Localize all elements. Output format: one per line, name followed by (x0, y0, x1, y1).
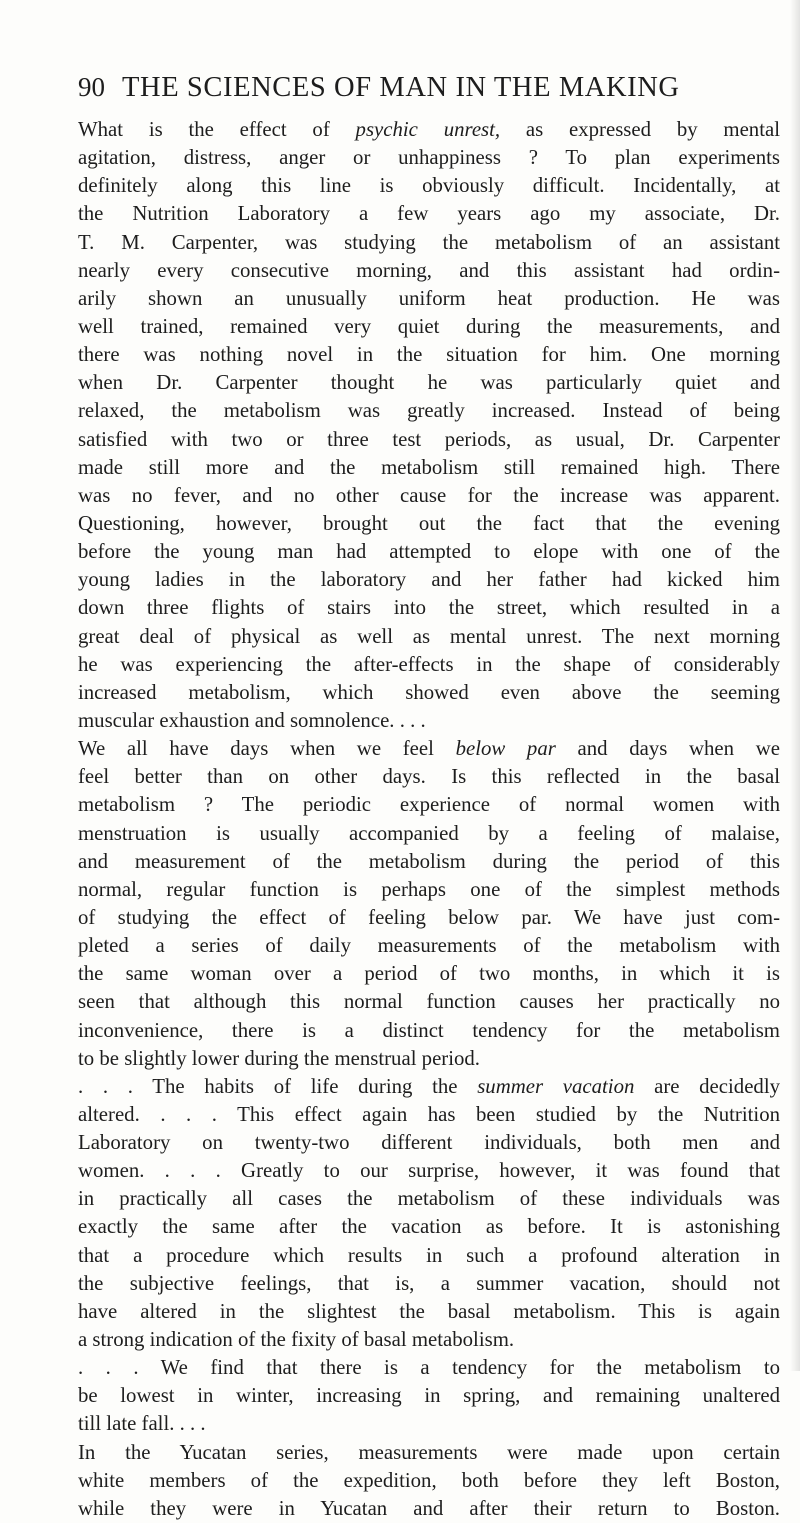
italic-phrase: summer vacation (477, 1074, 635, 1098)
text-line (78, 707, 780, 735)
text-line (78, 988, 780, 1016)
text-line (78, 876, 780, 904)
text-run: the Nutrition Laboratory a few years ago my associate, Dr. (78, 202, 780, 226)
text-line (78, 313, 780, 341)
text-run: young ladies in the laboratory and her father had kicked him (78, 568, 780, 592)
text-run: as expressed by mental (500, 118, 780, 141)
text-line (78, 1213, 780, 1241)
text-run: menstruation is usually accompanied by a feeling of malaise, (78, 821, 780, 845)
text-line (78, 1017, 780, 1045)
text-line (78, 763, 780, 791)
text-run: great deal of physical as well as mental unrest. The next morning (78, 624, 780, 648)
text-line (78, 820, 780, 848)
text-line (78, 426, 780, 454)
text-line (78, 1185, 780, 1213)
text-line (78, 1410, 780, 1438)
text-line (78, 932, 780, 960)
text-run: normal, regular function is perhaps one of the simplest methods (78, 877, 780, 901)
text-run: the same woman over a period of two months, in which it is (78, 962, 780, 986)
text-run: and measurement of the metabolism during the period of this (78, 849, 780, 873)
text-line (78, 1129, 780, 1157)
text-line (78, 116, 780, 144)
text-run: seen that although this normal function causes her practically no (78, 990, 780, 1014)
text-run: there was nothing novel in the situation for him. One morning (78, 343, 780, 367)
text-run: agitation, distress, anger or unhappiness ? To plan experiments (78, 146, 780, 170)
text-line (78, 397, 780, 425)
text-run: and days when we (555, 737, 780, 761)
text-run: was no fever, and no other cause for the increase was apparent. (78, 483, 780, 507)
text-line (78, 1045, 780, 1073)
text-run: T. M. Carpenter, was studying the metabolism of an assistant (78, 230, 780, 254)
text-run: What is the effect of (78, 118, 356, 141)
text-line (78, 735, 780, 763)
text-run: have altered in the slightest the basal metabolism. This is again (78, 1299, 780, 1323)
text-run: satisfied with two or three test periods, as usual, Dr. Carpenter (78, 427, 780, 451)
running-title: THE SCIENCES OF MAN IN THE MAKING (122, 72, 680, 103)
text-run: be lowest in winter, increasing in spring, and remaining unaltered (78, 1384, 780, 1408)
text-line (78, 510, 780, 538)
text-line (78, 200, 780, 228)
text-line (78, 1298, 780, 1326)
text-line (78, 1382, 780, 1410)
text-run: muscular exhaustion and somnolence. . . . (78, 708, 426, 732)
text-run: he was experiencing the after-effects in the shape of considerably (78, 652, 780, 676)
text-line (78, 1270, 780, 1298)
text-run: nearly every consecutive morning, and this assistant had ordin- (78, 258, 780, 282)
text-run: of studying the effect of feeling below par. We have just com- (78, 905, 780, 929)
text-run: We all have days when we feel (78, 737, 456, 761)
text-line (78, 791, 780, 819)
text-run: altered. . . . This effect again has been studied by the Nutrition (78, 1102, 780, 1126)
text-run: . . . The habits of life during the (78, 1074, 478, 1098)
text-run: to be slightly lower during the menstrual period. (78, 1046, 480, 1070)
text-line (78, 1101, 780, 1129)
text-line (78, 848, 780, 876)
text-run: that a procedure which results in such a profound alteration in (78, 1243, 780, 1267)
text-run: increased metabolism, which showed even above the seeming (78, 680, 780, 704)
text-run: metabolism ? The periodic experience of normal women with (78, 793, 780, 817)
page-edge-shadow (790, 0, 800, 1371)
text-line (78, 1354, 780, 1382)
text-run: exactly the same after the vacation as before. It is astonishing (78, 1215, 780, 1239)
text-line (78, 538, 780, 566)
text-run: arily shown an unusually uniform heat production. He was (78, 286, 780, 310)
text-run: Laboratory on twenty-two different individuals, both men and (78, 1131, 780, 1155)
text-line (78, 172, 780, 200)
italic-phrase: psychic unrest, (355, 118, 501, 141)
body-text (78, 116, 780, 1523)
text-line (78, 960, 780, 988)
text-line (78, 1157, 780, 1185)
text-run: down three flights of stairs into the street, which resulted in a (78, 596, 780, 620)
text-line (78, 1439, 780, 1467)
text-run: made still more and the metabolism still remained high. There (78, 455, 780, 479)
text-run: till late fall. . . . (78, 1412, 206, 1436)
text-run: relaxed, the metabolism was greatly increased. Instead of being (78, 399, 780, 423)
text-run: before the young man had attempted to elope with one of the (78, 540, 780, 564)
text-line (78, 229, 780, 257)
text-line (78, 566, 780, 594)
text-run: Questioning, however, brought out the fact that the evening (78, 511, 780, 535)
text-run: a strong indication of the fixity of basal metabolism. (78, 1328, 515, 1352)
text-run: in practically all cases the metabolism of these individuals was (78, 1187, 780, 1211)
text-line (78, 1073, 780, 1101)
text-run: while they were in Yucatan and after their return to Boston. (78, 1496, 780, 1520)
text-run: women. . . . Greatly to our surprise, however, it was found that (78, 1159, 780, 1183)
text-line (78, 679, 780, 707)
text-line (78, 1495, 780, 1523)
italic-phrase: below par (455, 737, 556, 761)
text-line (78, 1326, 780, 1354)
text-line (78, 1467, 780, 1495)
text-line (78, 369, 780, 397)
text-line (78, 454, 780, 482)
text-run: are decidedly (634, 1074, 781, 1098)
text-run: well trained, remained very quiet during the measurements, and (78, 314, 780, 338)
text-run: definitely along this line is obviously difficult. Incidentally, at (78, 174, 780, 198)
page-number: 90 (78, 72, 105, 102)
text-line (78, 257, 780, 285)
text-line (78, 904, 780, 932)
text-line (78, 285, 780, 313)
running-head (78, 72, 738, 112)
text-line (78, 623, 780, 651)
text-line (78, 482, 780, 510)
text-run: pleted a series of daily measurements of the metabolism with (78, 934, 780, 958)
text-run: the subjective feelings, that is, a summer vacation, should not (78, 1271, 780, 1295)
text-run: white members of the expedition, both before they left Boston, (78, 1468, 780, 1492)
text-line (78, 651, 780, 679)
text-line (78, 341, 780, 369)
text-line (78, 144, 780, 172)
text-run: . . . We find that there is a tendency for the metabolism to (78, 1356, 780, 1380)
text-run: In the Yucatan series, measurements were made upon certain (78, 1440, 780, 1464)
text-run: when Dr. Carpenter thought he was particularly quiet and (78, 371, 780, 395)
text-run: inconvenience, there is a distinct tendency for the metabolism (78, 1018, 780, 1042)
text-line (78, 1242, 780, 1270)
text-line (78, 594, 780, 622)
text-run: feel better than on other days. Is this reflected in the basal (78, 765, 780, 789)
